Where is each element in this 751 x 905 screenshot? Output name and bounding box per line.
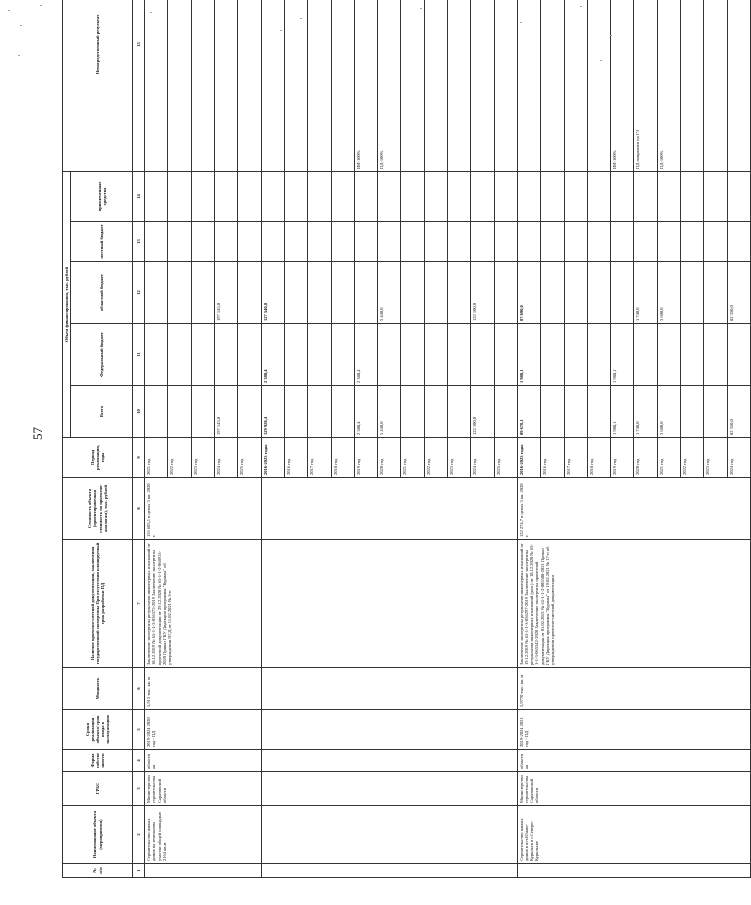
cell-regional	[564, 262, 587, 324]
cell-period: 2016-2025 годы	[517, 438, 540, 478]
cell-total	[168, 386, 191, 438]
cell-total	[284, 386, 307, 438]
cell-federal	[424, 324, 447, 386]
cell-result	[331, 0, 354, 172]
cell-attracted	[681, 172, 704, 222]
cell-attracted	[587, 172, 610, 222]
cell-period: 2019 год	[354, 438, 377, 478]
cell-attracted	[704, 172, 727, 222]
cell-result	[215, 0, 238, 172]
cell-total	[401, 386, 424, 438]
cell-terms	[261, 710, 517, 750]
cell-result	[587, 0, 610, 172]
header-name: Наименование объекта (мероприятия)	[63, 806, 133, 864]
cell-num	[145, 864, 261, 878]
cell-federal	[331, 324, 354, 386]
cell-grbs: Министерство строительства Саратовской области	[517, 772, 750, 806]
cell-attracted	[168, 172, 191, 222]
cell-total	[448, 386, 471, 438]
cell-federal	[657, 324, 680, 386]
cell-federal	[401, 324, 424, 386]
cell-regional	[541, 262, 564, 324]
cell-local	[471, 222, 494, 262]
cell-federal	[704, 324, 727, 386]
cell-regional: 122 100,0	[471, 262, 494, 324]
cell-total	[564, 386, 587, 438]
column-number-3: 3	[133, 772, 145, 806]
cell-local	[261, 222, 284, 262]
cell-period: 2016 год	[284, 438, 307, 478]
header-finance-group: Объем финансирования, тыс. рублей	[63, 172, 71, 438]
cell-attracted	[634, 172, 657, 222]
header-attracted: привлеченные средства	[71, 172, 133, 222]
cell-cost	[261, 478, 517, 540]
cell-period: 2023 год	[704, 438, 727, 478]
cell-total	[681, 386, 704, 438]
rotated-table-container	[62, 14, 734, 878]
cell-federal: 1 988,1	[611, 324, 634, 386]
cell-local	[424, 222, 447, 262]
cell-total: 1 740,0	[634, 386, 657, 438]
cell-regional	[587, 262, 610, 324]
cell-period: 2024 год	[471, 438, 494, 478]
cell-regional: 82 350,0	[727, 262, 750, 324]
header-terms: Сроки реализации объекта/ срок ввода в эксплуатацию	[63, 710, 133, 750]
cell-attracted	[145, 172, 168, 222]
cell-federal	[145, 324, 168, 386]
cell-total: 1 988,1	[611, 386, 634, 438]
cell-period: 2024 год	[727, 438, 750, 478]
cell-period: 2021 год	[657, 438, 680, 478]
column-number-7: 7	[133, 540, 145, 668]
cell-local	[564, 222, 587, 262]
cell-regional	[704, 262, 727, 324]
cell-federal	[587, 324, 610, 386]
cell-local	[517, 222, 540, 262]
cell-local	[354, 222, 377, 262]
cell-period: 2023 год	[191, 438, 214, 478]
cell-regional	[331, 262, 354, 324]
cell-terms: 2019-2024 2020 год - ПД	[145, 710, 261, 750]
cell-federal	[541, 324, 564, 386]
cell-regional	[168, 262, 191, 324]
column-number-6: 6	[133, 668, 145, 710]
header-regional: областной бюджет	[71, 262, 133, 324]
cell-total: 122 100,0	[471, 386, 494, 438]
header-federal: Федеральный бюджет	[71, 324, 133, 386]
cell-regional: 87 690,0	[517, 262, 540, 324]
cell-local	[401, 222, 424, 262]
cell-ownership	[261, 750, 517, 772]
cell-regional	[284, 262, 307, 324]
cell-result	[564, 0, 587, 172]
cell-total	[331, 386, 354, 438]
cell-period: 2022 год	[424, 438, 447, 478]
cell-local	[238, 222, 261, 262]
cell-total: 82 350,0	[727, 386, 750, 438]
cell-federal	[215, 324, 238, 386]
cell-result	[308, 0, 331, 172]
cell-attracted	[238, 172, 261, 222]
cell-local	[704, 222, 727, 262]
cell-attracted	[331, 172, 354, 222]
cell-regional	[494, 262, 517, 324]
cell-local	[611, 222, 634, 262]
cell-period: 2017 год	[308, 438, 331, 478]
cell-result	[284, 0, 307, 172]
cell-local	[284, 222, 307, 262]
column-number-12: 12	[133, 262, 145, 324]
cell-attracted	[448, 172, 471, 222]
cell-num	[517, 864, 750, 878]
table-row	[517, 0, 540, 878]
cell-period: 2021 год	[401, 438, 424, 478]
cell-object-name: Строительство жилых домов на земельном участке общей площадью 2164 кв.м	[145, 806, 261, 864]
cell-total	[494, 386, 517, 438]
cell-federal: 2 388,4	[261, 324, 284, 386]
cell-federal	[378, 324, 401, 386]
cell-attracted	[424, 172, 447, 222]
cell-result	[494, 0, 517, 172]
cell-period: 2023 год	[448, 438, 471, 478]
cell-attracted	[611, 172, 634, 222]
cell-attracted	[261, 172, 284, 222]
cell-attracted	[541, 172, 564, 222]
cell-regional: 197 145,0	[215, 262, 238, 324]
cell-local	[168, 222, 191, 262]
cell-total	[191, 386, 214, 438]
cell-attracted	[471, 172, 494, 222]
cell-total: 5 440,0	[378, 386, 401, 438]
cell-period: 2016 год	[541, 438, 564, 478]
cell-period: 2020 год	[378, 438, 401, 478]
page-number: 57	[30, 427, 45, 440]
header-capacity: Мощность	[63, 668, 133, 710]
cell-total	[145, 386, 168, 438]
cell-result: ПД направлен на ГЭ	[634, 0, 657, 172]
cell-cost: 122 274,7 в ценах 3 кв. 2020 г.	[517, 478, 750, 540]
header-num: № п/п	[63, 864, 133, 878]
cell-total: 197 145,0	[215, 386, 238, 438]
cell-federal	[238, 324, 261, 386]
cell-result	[424, 0, 447, 172]
cell-result: ПД-100%	[657, 0, 680, 172]
cell-result	[727, 0, 750, 172]
cell-attracted	[308, 172, 331, 222]
cell-local	[308, 222, 331, 262]
cell-local	[587, 222, 610, 262]
cell-federal	[494, 324, 517, 386]
cell-local	[145, 222, 168, 262]
cell-ownership: областная	[517, 750, 750, 772]
cell-federal	[191, 324, 214, 386]
cell-attracted	[215, 172, 238, 222]
cell-local	[657, 222, 680, 262]
cell-total	[308, 386, 331, 438]
cell-result	[145, 0, 168, 172]
cell-attracted	[284, 172, 307, 222]
cell-regional: 127 540,0	[261, 262, 284, 324]
header-period: Период реализации, годы	[63, 438, 133, 478]
cell-total	[587, 386, 610, 438]
cell-total	[238, 386, 261, 438]
cell-regional	[401, 262, 424, 324]
cell-regional: 1 740,0	[634, 262, 657, 324]
cell-attracted	[378, 172, 401, 222]
cell-federal: 1 988,1	[517, 324, 540, 386]
cell-period: 2021 год	[145, 438, 168, 478]
cell-federal	[448, 324, 471, 386]
cell-federal	[168, 324, 191, 386]
cell-regional	[448, 262, 471, 324]
cell-regional	[424, 262, 447, 324]
cell-result	[448, 0, 471, 172]
cell-period: 2024 год	[215, 438, 238, 478]
cell-local	[681, 222, 704, 262]
cell-result	[168, 0, 191, 172]
cell-result: ИИ-100%	[611, 0, 634, 172]
cell-federal	[634, 324, 657, 386]
cell-period: 2017 год	[564, 438, 587, 478]
column-number-2: 2	[133, 806, 145, 864]
cell-capacity: 5,9770 тыс. кв. м	[517, 668, 750, 710]
cell-period: 2016-2025 годы	[261, 438, 284, 478]
header-result: Непосредственный результат	[63, 0, 133, 172]
column-number-8: 8	[133, 478, 145, 540]
cell-federal	[564, 324, 587, 386]
cell-period: 2019 год	[611, 438, 634, 478]
cell-total: 2 388,4	[354, 386, 377, 438]
financing-table	[62, 0, 751, 878]
cell-result	[261, 0, 284, 172]
cell-attracted	[657, 172, 680, 222]
column-number-9: 9	[133, 438, 145, 478]
column-number-15: 15	[133, 0, 145, 172]
cell-attracted	[354, 172, 377, 222]
cell-cost: 155 603,1 в ценах 3 кв. 2020 г.	[145, 478, 261, 540]
header-total: Всего	[71, 386, 133, 438]
column-number-14: 14	[133, 172, 145, 222]
cell-result	[191, 0, 214, 172]
cell-attracted	[494, 172, 517, 222]
header-local: местный бюджет	[71, 222, 133, 262]
cell-total	[541, 386, 564, 438]
cell-attracted	[727, 172, 750, 222]
column-number-10: 10	[133, 386, 145, 438]
column-number-5: 5	[133, 710, 145, 750]
table-row	[261, 0, 284, 878]
cell-federal	[284, 324, 307, 386]
cell-terms: 2019-2024 2021 год - ПД	[517, 710, 750, 750]
cell-local	[215, 222, 238, 262]
cell-total: 3 600,0	[657, 386, 680, 438]
cell-period: 2025 год	[494, 438, 517, 478]
column-number-11: 11	[133, 324, 145, 386]
header-cost: Стоимость объекта (ориентировочная стоимость по проектно-аналогам), тыс. рублей	[63, 478, 133, 540]
column-number-13: 13	[133, 222, 145, 262]
cell-local	[727, 222, 750, 262]
table-row	[145, 0, 168, 878]
cell-grbs: Министерство строительства Саратовской области	[145, 772, 261, 806]
cell-regional	[145, 262, 168, 324]
header-grbs: ГРБС	[63, 772, 133, 806]
cell-result	[401, 0, 424, 172]
cell-federal: 2 388,4	[354, 324, 377, 386]
cell-docs: Заключение экспертизы результатов инженерных изысканий от 19.12.2019 № 65-1-1-3-036297-2019 Заключение экспертизы результатов инженерных изысканий (доп.) от 18.12.2020 № 65-1-1-3-065342-2020 Заключение экспертизы проектной документации от 01.02.2021 № 65-1-1-2-005508-2021 Приказ ГКУ Дирекция программы "Курилы" от 19.02.2021 № 17-п об утверждении проектно-сметной документации	[517, 540, 750, 668]
cell-period: 2022 год	[681, 438, 704, 478]
cell-regional	[308, 262, 331, 324]
cell-period: 2018 год	[331, 438, 354, 478]
cell-attracted	[191, 172, 214, 222]
cell-local	[494, 222, 517, 262]
header-ownership: Форма собственности	[63, 750, 133, 772]
cell-federal	[727, 324, 750, 386]
cell-regional	[238, 262, 261, 324]
cell-ownership: областная	[145, 750, 261, 772]
header-docs: Наличие проектно-сметной документации, заключения государственной экспертизы При отсутствии планируемый срок разработки ПД	[63, 540, 133, 668]
cell-result: ПД-100%	[378, 0, 401, 172]
cell-object-name	[261, 806, 517, 864]
cell-capacity	[261, 668, 517, 710]
cell-period: 2022 год	[168, 438, 191, 478]
cell-result	[238, 0, 261, 172]
cell-regional	[191, 262, 214, 324]
cell-local	[448, 222, 471, 262]
column-number-1: 1	[133, 864, 145, 878]
cell-local	[378, 222, 401, 262]
cell-object-name: Строительство жилых домов в пгт.Южно-Курильск в г.Северо-Курильске	[517, 806, 750, 864]
cell-docs	[261, 540, 517, 668]
cell-total	[704, 386, 727, 438]
cell-docs: Заключение экспертизы результатов инженерных изысканий от 18.12.2019 № 65-1-1-3-036375-2019 Заключение экспертизы проектной документации от 29.12.2020 № 65-1-1-2-068913-2020 Приказ ГКУ Дирекция программы "Курилы" об утверждении ПСД от 11.02.2021 № 6-п	[145, 540, 261, 668]
cell-regional: 3 600,0	[657, 262, 680, 324]
cell-result	[681, 0, 704, 172]
cell-regional	[611, 262, 634, 324]
cell-local	[634, 222, 657, 262]
cell-regional	[354, 262, 377, 324]
cell-federal	[471, 324, 494, 386]
cell-total	[424, 386, 447, 438]
cell-grbs	[261, 772, 517, 806]
cell-result: ИИ-100%	[354, 0, 377, 172]
cell-result	[541, 0, 564, 172]
cell-total: 89 678,1	[517, 386, 540, 438]
cell-period: 2020 год	[634, 438, 657, 478]
cell-result	[704, 0, 727, 172]
cell-attracted	[517, 172, 540, 222]
cell-period: 2025 год	[238, 438, 261, 478]
cell-total: 129 928,4	[261, 386, 284, 438]
cell-local	[541, 222, 564, 262]
column-number-4: 4	[133, 750, 145, 772]
cell-attracted	[401, 172, 424, 222]
cell-capacity: 5,913 тыс. кв. м	[145, 668, 261, 710]
cell-local	[331, 222, 354, 262]
cell-attracted	[564, 172, 587, 222]
cell-local	[191, 222, 214, 262]
cell-num	[261, 864, 517, 878]
cell-federal	[681, 324, 704, 386]
cell-result	[471, 0, 494, 172]
cell-regional: 5 440,0	[378, 262, 401, 324]
cell-regional	[681, 262, 704, 324]
cell-result	[517, 0, 540, 172]
cell-period: 2018 год	[587, 438, 610, 478]
cell-federal	[308, 324, 331, 386]
